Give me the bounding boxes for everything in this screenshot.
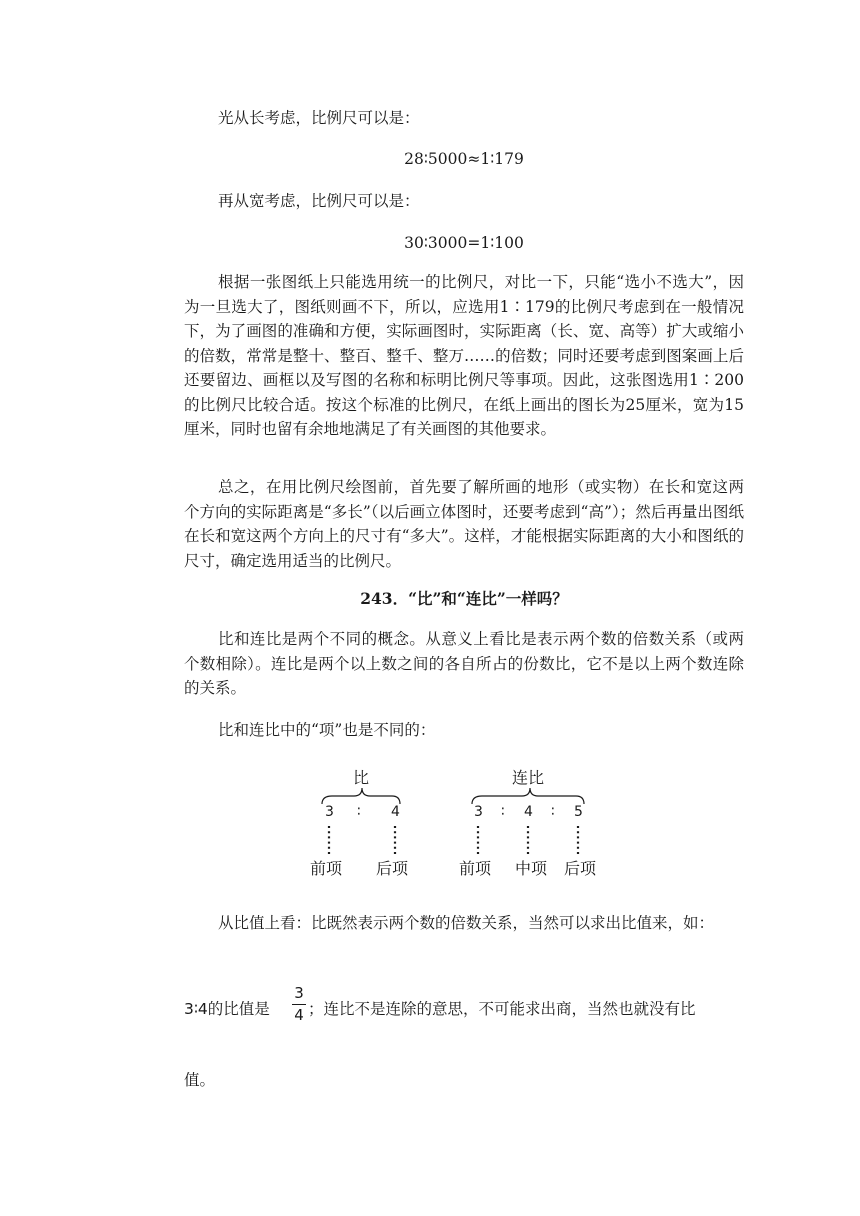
ratio-term-front: 前项 [310, 859, 343, 878]
section-heading: 243．“比”和“连比”一样吗？ [360, 589, 568, 608]
paragraph-definition: 比和连比是两个不同的概念。从意义上看比是表示两个数的倍数关系（或两个数相除）。连比是两个以上数之间的各自所占的份数比，它不是以上两个数连除的关系。 [184, 630, 744, 697]
chain-number: 5 [574, 804, 583, 820]
chain-brace [472, 788, 584, 804]
paragraph-summary: 总之，在用比例尺绘图前，首先要了解所画的地形（或实物）在长和宽这两个方向的实际距离是“多长”（以后画立体图时，还要考虑到“高”）；然后再量出图纸在长和宽这两个方向上的尺寸有“多大”。这样，才能根据实际距离的大小和图纸的尺寸，确定选用适当的比例尺。 [184, 478, 744, 570]
paragraph-width: 再从宽考虑，比例尺可以是： [218, 192, 420, 210]
chain-term-middle: 中项 [515, 859, 548, 878]
paragraph-terms-intro: 比和连比中的“项”也是不同的： [218, 721, 436, 739]
chain-title: 连比 [512, 768, 545, 787]
equation-width: 30∶3000=1∶100 [404, 234, 524, 252]
ratio-value-prefix: 3∶4的比值是 [184, 1000, 270, 1018]
paragraph-scale-choice: 根据一张图纸上只能选用统一的比例尺，对比一下，只能“选小不选大”，因为一旦选大了，图纸则画不下，所以，应选用1∶179的比例尺考虑到在一般情况下，为了画图的准确和方便，实际画图时，实际距离（长、宽、高等）扩大或缩小的倍数，常常是整十、整百、整千、整万……的倍数；同时还要考虑到图案画上后还要留边、画框以及写图的名称和标明比例尺等事项。因此，这张图选用1∶200的比例尺比较合适。按这个标准的比例尺，在纸上画出的图长为25厘米，宽为15厘米，同时也留有余地地满足了有关画图的其他要求。 [184, 273, 744, 438]
paragraph-length: 光从长考虑，比例尺可以是： [218, 109, 420, 127]
ratio-colon: ∶ [357, 804, 361, 820]
fraction-three-quarters [292, 984, 306, 1024]
ratio-term-back: 后项 [376, 859, 409, 878]
chain-colon: ∶ [551, 804, 555, 820]
chain-colon: ∶ [501, 804, 505, 820]
fraction-numerator: 3 [294, 984, 304, 1002]
paragraph-ratio-value: 从比值上看：比既然表示两个数的倍数关系，当然可以求出比值来，如： [218, 914, 715, 932]
ratio-number: 3 [325, 804, 334, 820]
ratio-brace [322, 788, 400, 804]
equation-length: 28∶5000≈1∶179 [404, 150, 524, 168]
chain-term-front: 前项 [459, 859, 492, 878]
chain-term-back: 后项 [564, 859, 597, 878]
ratio-value-suffix: ；连比不是连除的意思，不可能求出商，当然也就没有比 [308, 1000, 696, 1018]
ratio-number: 4 [391, 804, 400, 820]
ratio-terms-diagram [300, 758, 620, 888]
ratio-title: 比 [353, 768, 370, 787]
ratio-value-line [184, 984, 784, 1044]
fraction-denominator: 4 [294, 1006, 304, 1024]
chain-number: 3 [474, 804, 483, 820]
paragraph-end: 值。 [184, 1071, 216, 1089]
fraction-bar [292, 1004, 306, 1005]
chain-number: 4 [524, 804, 533, 820]
